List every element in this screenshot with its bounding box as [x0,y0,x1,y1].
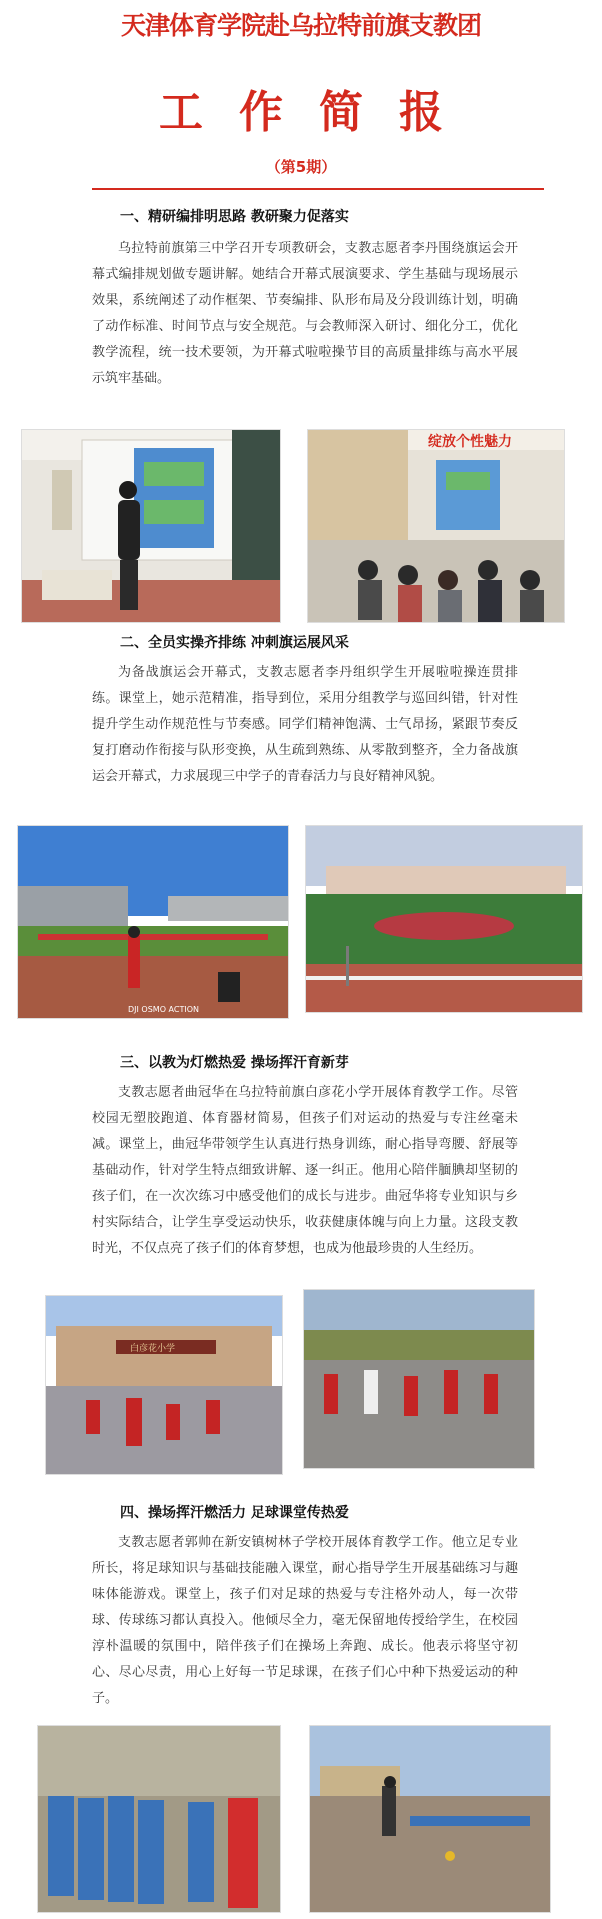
issue-number: （第5期） [265,158,337,176]
photo-football-class-line [38,1726,280,1912]
section-heading-4: 四、操场挥汗燃活力 足球课堂传热爱 [120,1505,349,1521]
section-heading-3: 三、以教为灯燃热爱 操场挥汗育新芽 [120,1055,349,1071]
slogan-text: 绽放个性魅力 [428,434,512,450]
photo-primary-school-warmup [46,1296,282,1474]
section-heading-2: 二、全员实操齐排练 冲刺旗运展风采 [120,635,349,651]
section-body-1: 乌拉特前旗第三中学召开专项教研会，支教志愿者李丹围绕旗运会开幕式编排规划做专题讲解。她结合开幕式展演要求、学生基础与现场展示效果，系统阐述了动作框架、节奏编排、队形布局及分段训练计划，明确了动作标准、时间节点与安全规范。与会教师深入研讨、细化分工，优化教学流程，统一技术要领，为开幕式啦啦操节目的高质量排练与高水平展示筑牢基础。 [92,241,518,386]
section-body-4: 支教志愿者郭帅在新安镇树林子学校开展体育教学工作。他立足专业所长，将足球知识与基础技能融入课堂，耐心指导学生开展基础练习与趣味体能游戏。课堂上，孩子们对足球的热爱与专注格外动人，每一次带球、传球练习都认真投入。他倾尽全力，毫无保留地传授给学生，在校园淳朴温暖的氛围中，陪伴孩子们在操场上奔跑、成长。他表示将坚守初心、尽心尽责，用心上好每一节足球课，在孩子们心中种下热爱运动的种子。 [92,1535,518,1706]
section-body-2: 为备战旗运会开幕式，支教志愿者李丹组织学生开展啦啦操连贯排练。课堂上，她示范精准，指导到位，采用分组教学与巡回纠错，针对性提升学生动作规范性与节奏感。同学们精神饱满、士气昂扬，紧跟节奏反复打磨动作衔接与队形变换，从生疏到熟练、从零散到整齐，全力备战旗运会开幕式，力求展现三中学子的青春活力与良好精神风貌。 [92,665,518,784]
photo-seminar-room [308,430,564,622]
header-org: 天津体育学院赴乌拉特前旗支教团 [120,11,481,40]
camera-watermark: DJI OSMO ACTION [128,1005,199,1014]
school-sign: 白彦花小学 [130,1344,176,1354]
section-heading-1: 一、精研编排明思路 教研聚力促落实 [120,209,349,225]
photo-track-rehearsal [18,826,288,1018]
photo-stadium-formation [306,826,582,1012]
photo-teacher-lecture [22,430,280,622]
page-title: 工作简报 [159,87,479,138]
photo-primary-school-exercise [304,1290,534,1468]
photo-football-field [310,1726,550,1912]
header-divider [92,188,544,190]
section-body-3: 支教志愿者曲冠华在乌拉特前旗白彦花小学开展体育教学工作。尽管校园无塑胶跑道、体育器材简易，但孩子们对运动的热爱与专注丝毫未减。课堂上，曲冠华带领学生认真进行热身训练，耐心指导弯腰、舒展等基础动作，针对学生特点细致讲解、逐一纠正。他用心陪伴腼腆却坚韧的孩子们，在一次次练习中感受他们的成长与进步。曲冠华将专业知识与乡村实际结合，让学生享受运动快乐，收获健康体魄与向上力量。这段支教时光，不仅点亮了孩子们的体育梦想，也成为他最珍贵的人生经历。 [92,1085,518,1256]
